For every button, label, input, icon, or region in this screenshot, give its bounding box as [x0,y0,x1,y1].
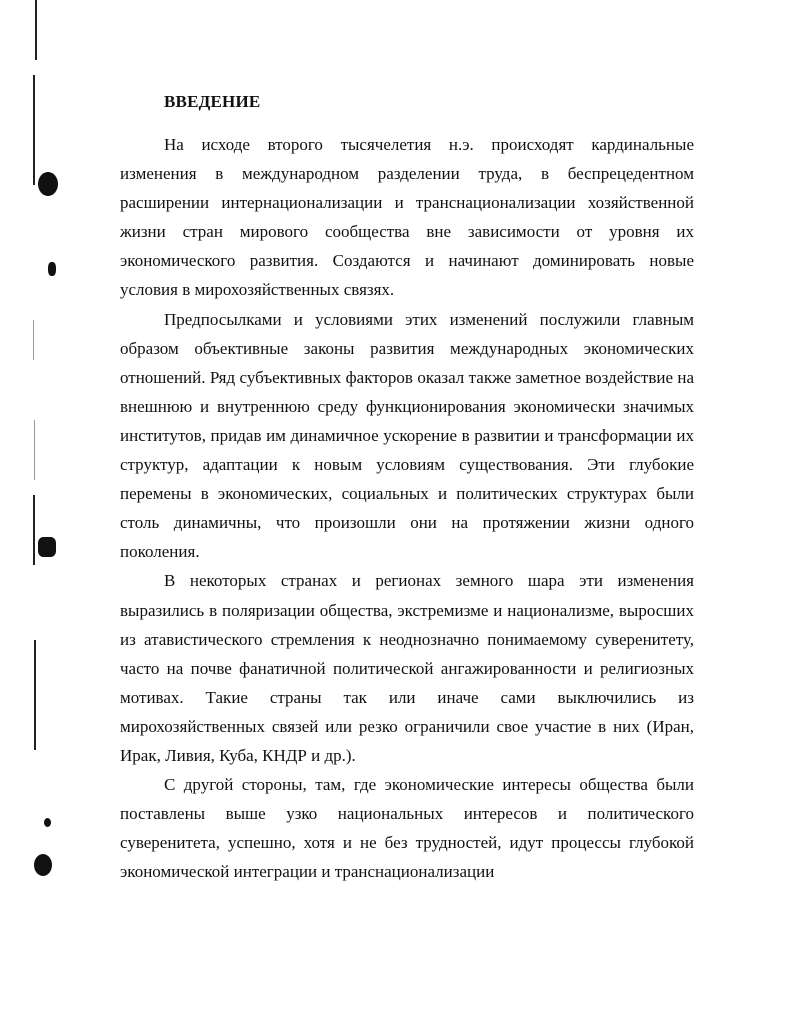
scan-margin-line [33,495,35,565]
paragraph: С другой стороны, там, где экономические интересы общества были поставлены выше узко национальных интересов и политического суверенитета, успешно, хотя и не без трудностей, идут процессы глубокой экономической интеграции и транснационализации [120,775,694,882]
paragraph: В некоторых странах и регионах земного шара эти изменения выразились в поляризации общества, экстремизме и национализме, выросших из атавистического стремления к неоднозначно понимаемому суверенитету, часто на почве фанатичной политической ангажированности и религиозных мотивах. Такие страны так или иначе сами выключились из мирохозяйственных связей или резко ограничили свое участие в них (Иран, Ирак, Ливия, Куба, КНДР и др.). [120,571,694,765]
scan-margin-line [33,320,34,360]
scan-margin-line [34,420,35,480]
scan-blot [48,262,56,276]
scan-blot [38,537,56,557]
scan-margin-line [34,640,36,750]
scan-blot [38,172,58,196]
scan-blot [34,854,52,876]
scan-margin-line [33,75,35,185]
body-text [120,130,694,886]
page-title: ВВЕДЕНИЕ [164,92,261,111]
paragraph: Предпосылками и условиями этих изменений послужили главным образом объективные законы развития международных экономических отношений. Ряд субъективных факторов оказал также заметное воздействие на внешнюю и внутреннюю среду функционирования экономически значимых институтов, придав им динамичное ускорение в развитии и трансформации их структур, адаптации к новым условиям существования. Эти глубокие перемены в экономических, социальных и политических структурах были столь динамичны, что произошли они на протяжении жизни одного поколения. [120,309,694,562]
paragraph: На исходе второго тысячелетия н.э. происходят кардинальные изменения в международном разделении труда, в беспрецедентном расширении интернационализации и транснационализации хозяйственной жизни стран мирового сообщества вне зависимости от уровня их экономического развития. Создаются и начинают доминировать новые условия в мирохозяйственных связях. [120,135,694,300]
scan-blot [44,818,51,827]
scan-margin-line [35,0,37,60]
